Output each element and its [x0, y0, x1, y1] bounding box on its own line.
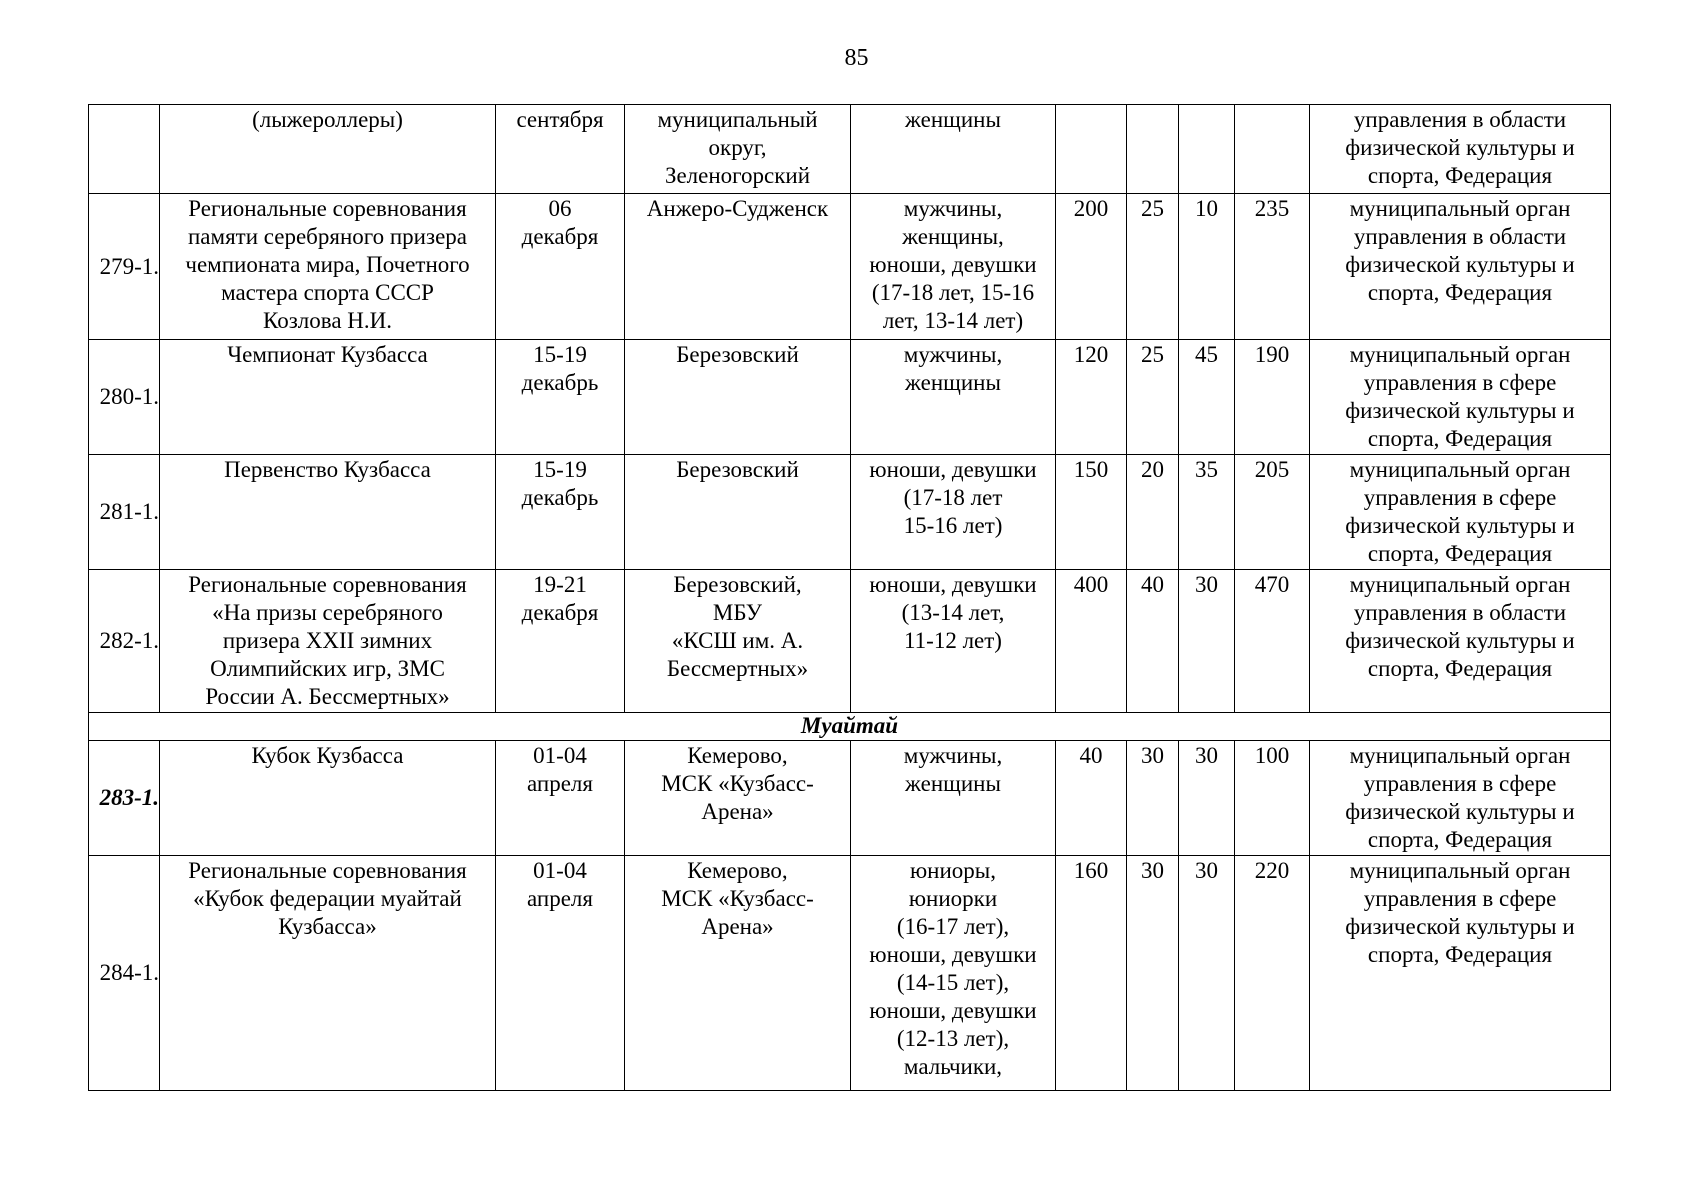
event-name: Региональные соревнования памяти серебряного призера чемпионата мира, Почетного мастера спорта СССР Козлова Н.И. — [160, 194, 496, 340]
event-participants: мужчины, женщины — [851, 741, 1056, 856]
event-place: Березовский, МБУ «КСШ им. А. Бессмертных» — [625, 570, 851, 713]
count-3: 30 — [1179, 856, 1235, 1091]
count-total: 100 — [1235, 741, 1310, 856]
row-number: 279-1. — [89, 194, 160, 340]
event-organizer: муниципальный орган управления в сфере физической культуры и спорта, Федерация — [1310, 741, 1611, 856]
event-participants: юноши, девушки (17-18 лет 15-16 лет) — [851, 455, 1056, 570]
count-2 — [1127, 105, 1179, 194]
count-total: 220 — [1235, 856, 1310, 1091]
event-place: Березовский — [625, 340, 851, 455]
table-row — [89, 340, 1611, 455]
count-2: 30 — [1127, 741, 1179, 856]
event-place: Анжеро-Судженск — [625, 194, 851, 340]
event-date: 01-04 апреля — [496, 856, 625, 1091]
count-3 — [1179, 105, 1235, 194]
events-table — [88, 104, 1611, 1091]
event-date: 19-21 декабря — [496, 570, 625, 713]
event-participants: юноши, девушки (13-14 лет, 11-12 лет) — [851, 570, 1056, 713]
count-3: 30 — [1179, 741, 1235, 856]
table-row — [89, 856, 1611, 1091]
event-name: Первенство Кузбасса — [160, 455, 496, 570]
event-organizer: муниципальный орган управления в области физической культуры и спорта, Федерация — [1310, 570, 1611, 713]
row-number — [89, 105, 160, 194]
table-row — [89, 105, 1611, 194]
count-1: 400 — [1056, 570, 1127, 713]
event-organizer: муниципальный орган управления в сфере физической культуры и спорта, Федерация — [1310, 455, 1611, 570]
count-3: 45 — [1179, 340, 1235, 455]
count-1: 160 — [1056, 856, 1127, 1091]
count-2: 20 — [1127, 455, 1179, 570]
table-row — [89, 194, 1611, 340]
event-date: 15-19 декабрь — [496, 455, 625, 570]
count-3: 10 — [1179, 194, 1235, 340]
event-name: Чемпионат Кузбасса — [160, 340, 496, 455]
count-3: 35 — [1179, 455, 1235, 570]
event-participants: мужчины, женщины, юноши, девушки (17-18 лет, 15-16 лет, 13-14 лет) — [851, 194, 1056, 340]
row-number: 281-1. — [89, 455, 160, 570]
table-row — [89, 570, 1611, 713]
event-date: сентября — [496, 105, 625, 194]
count-1: 200 — [1056, 194, 1127, 340]
event-organizer: муниципальный орган управления в сфере физической культуры и спорта, Федерация — [1310, 856, 1611, 1091]
row-number: 280-1. — [89, 340, 160, 455]
event-place: Березовский — [625, 455, 851, 570]
count-2: 40 — [1127, 570, 1179, 713]
event-organizer: муниципальный орган управления в сфере физической культуры и спорта, Федерация — [1310, 340, 1611, 455]
count-1: 120 — [1056, 340, 1127, 455]
row-number: 282-1. — [89, 570, 160, 713]
count-2: 30 — [1127, 856, 1179, 1091]
event-date: 15-19 декабрь — [496, 340, 625, 455]
count-3: 30 — [1179, 570, 1235, 713]
count-total: 470 — [1235, 570, 1310, 713]
event-name: Кубок Кузбасса — [160, 741, 496, 856]
count-1 — [1056, 105, 1127, 194]
page-number: 85 — [844, 45, 869, 71]
count-total: 190 — [1235, 340, 1310, 455]
section-row — [89, 713, 1611, 741]
count-2: 25 — [1127, 194, 1179, 340]
section-title: Муайтай — [89, 713, 1611, 741]
event-place: Кемерово, МСК «Кузбасс- Арена» — [625, 856, 851, 1091]
event-participants: юниоры, юниорки (16-17 лет), юноши, девушки (14-15 лет), юноши, девушки (12-13 лет), мальчики, — [851, 856, 1056, 1091]
event-date: 01-04 апреля — [496, 741, 625, 856]
event-name: (лыжероллеры) — [160, 105, 496, 194]
event-place: Кемерово, МСК «Кузбасс- Арена» — [625, 741, 851, 856]
row-number: 283-1. — [89, 741, 160, 856]
count-total: 205 — [1235, 455, 1310, 570]
count-1: 150 — [1056, 455, 1127, 570]
event-participants: мужчины, женщины — [851, 340, 1056, 455]
count-total: 235 — [1235, 194, 1310, 340]
event-name: Региональные соревнования «На призы серебряного призера XXII зимних Олимпийских игр, ЗМС России А. Бессмертных» — [160, 570, 496, 713]
count-2: 25 — [1127, 340, 1179, 455]
event-date: 06 декабря — [496, 194, 625, 340]
event-name: Региональные соревнования «Кубок федерации муайтай Кузбасса» — [160, 856, 496, 1091]
table-row — [89, 455, 1611, 570]
count-total — [1235, 105, 1310, 194]
event-place: муниципальный округ, Зеленогорский — [625, 105, 851, 194]
table-row — [89, 741, 1611, 856]
event-organizer: муниципальный орган управления в области физической культуры и спорта, Федерация — [1310, 194, 1611, 340]
row-number: 284-1. — [89, 856, 160, 1091]
count-1: 40 — [1056, 741, 1127, 856]
event-organizer: управления в области физической культуры и спорта, Федерация — [1310, 105, 1611, 194]
event-participants: женщины — [851, 105, 1056, 194]
